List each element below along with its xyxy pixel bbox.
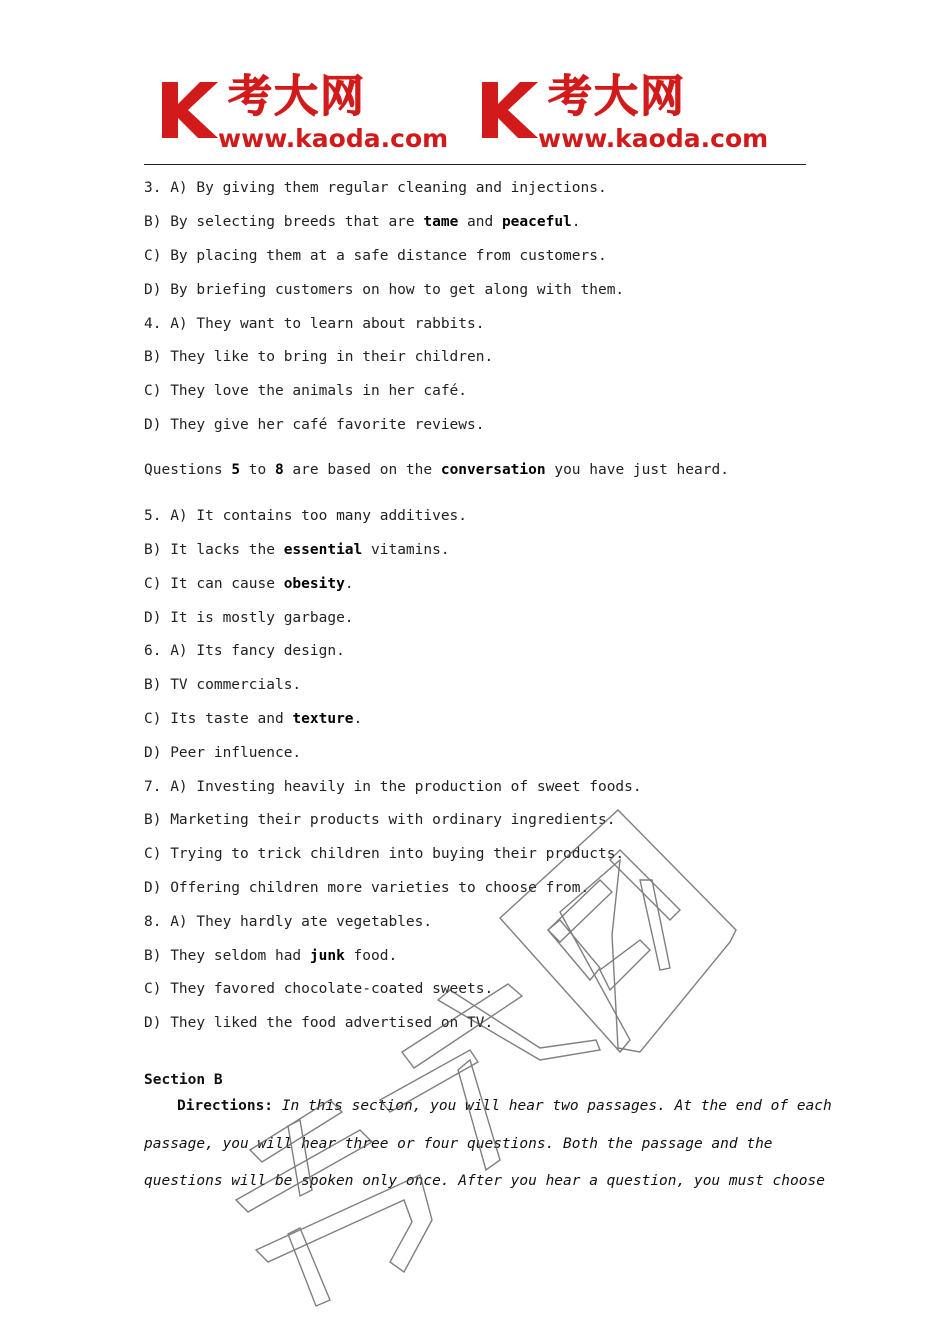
question-option: 8. A) They hardly ate vegetables. xyxy=(144,914,433,930)
directions-line: passage, you will hear three or four questions. Both the passage and the xyxy=(144,1136,773,1152)
logo-url-text: www.kaoda.com xyxy=(538,124,769,153)
logo-cn-text: 考大网 xyxy=(228,71,366,122)
question-option: B) Marketing their products with ordinary ingredients. xyxy=(144,812,616,828)
question-option: 4. A) They want to learn about rabbits. xyxy=(144,316,485,332)
question-option: C) It can cause obesity. xyxy=(144,576,354,592)
header-divider xyxy=(144,164,806,165)
question-option: C) Its taste and texture. xyxy=(144,711,363,727)
question-option: B) By selecting breeds that are tame and peaceful. xyxy=(144,214,581,230)
directions-line: Directions: In this section, you will hear two passages. At the end of each xyxy=(177,1098,832,1114)
question-option: C) By placing them at a safe distance from customers. xyxy=(144,248,607,264)
question-option: C) Trying to trick children into buying their products. xyxy=(144,846,625,862)
logo-url-text: www.kaoda.com xyxy=(218,124,449,153)
question-option: D) They liked the food advertised on TV. xyxy=(144,1015,494,1031)
question-option: D) By briefing customers on how to get along with them. xyxy=(144,282,625,298)
directions-line: questions will be spoken only once. After you hear a question, you must choose xyxy=(144,1173,825,1189)
question-option: B) TV commercials. xyxy=(144,677,302,693)
logo-cn-text: 考大网 xyxy=(548,71,686,122)
question-option: D) They give her café favorite reviews. xyxy=(144,417,485,433)
question-option: B) They like to bring in their children. xyxy=(144,349,494,365)
question-option: C) They favored chocolate-coated sweets. xyxy=(144,981,494,997)
questions-intro: Questions 5 to 8 are based on the conversation you have just heard. xyxy=(144,462,729,478)
k-logo-icon xyxy=(158,80,222,140)
kaoda-logo xyxy=(478,70,808,160)
question-option: D) It is mostly garbage. xyxy=(144,610,354,626)
question-option: 6. A) Its fancy design. xyxy=(144,643,345,659)
header-logos xyxy=(144,70,806,160)
question-option: B) It lacks the essential vitamins. xyxy=(144,542,450,558)
question-option: 7. A) Investing heavily in the production of sweet foods. xyxy=(144,779,642,795)
question-option: 5. A) It contains too many additives. xyxy=(144,508,468,524)
k-logo-icon xyxy=(478,80,542,140)
question-option: B) They seldom had junk food. xyxy=(144,948,398,964)
question-option: D) Peer influence. xyxy=(144,745,302,761)
kaoda-logo xyxy=(158,70,488,160)
question-option: C) They love the animals in her café. xyxy=(144,383,468,399)
question-option: D) Offering children more varieties to choose from. xyxy=(144,880,590,896)
question-option: 3. A) By giving them regular cleaning and injections. xyxy=(144,180,607,196)
section-title: Section B xyxy=(144,1072,223,1088)
